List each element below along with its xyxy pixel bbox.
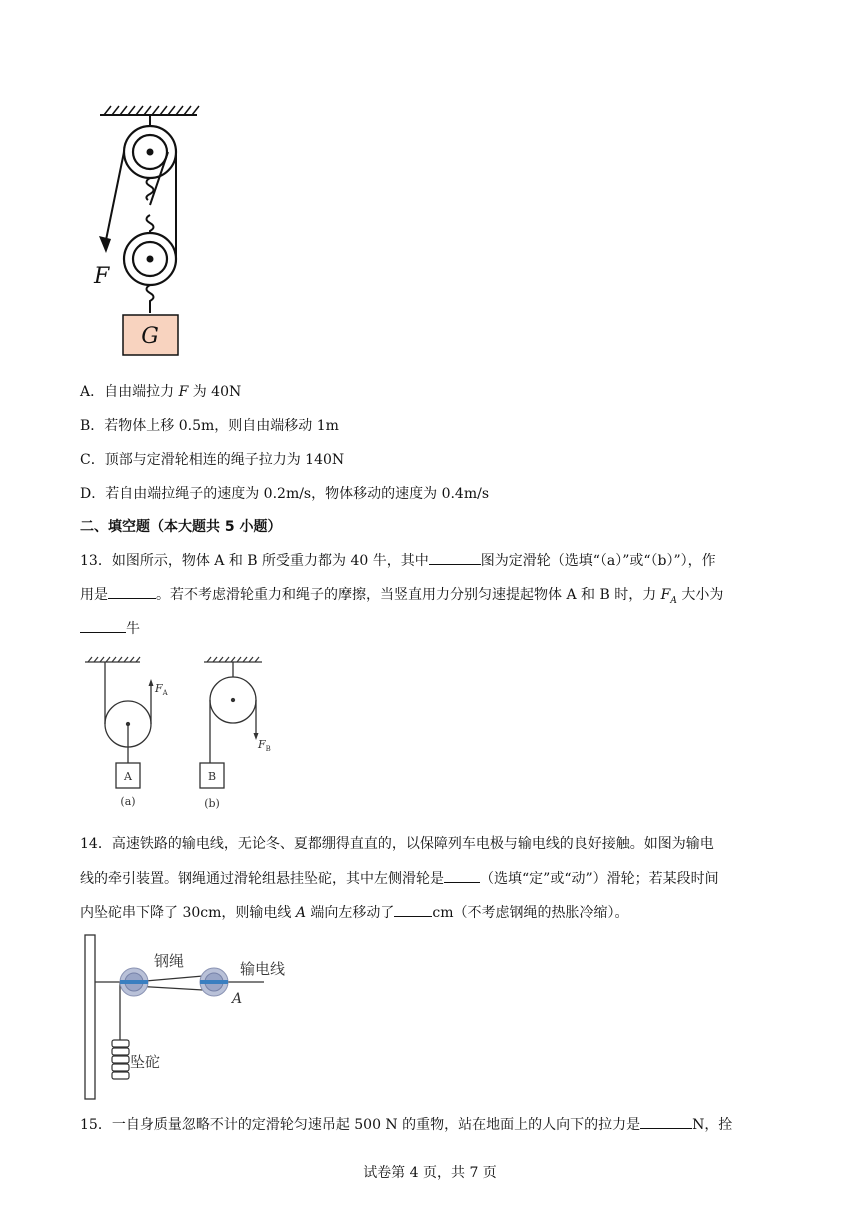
option-d: D．若自由端拉绳子的速度为 0.2m/s，物体移动的速度为 0.4m/s — [80, 486, 490, 502]
fb-label: $F_B$ — [258, 738, 271, 753]
q13-blank-2[interactable] — [108, 584, 156, 599]
force-label: F — [94, 264, 110, 289]
pole — [85, 935, 95, 1099]
page-footer: 试卷第 4 页，共 7 页 — [363, 1165, 497, 1181]
q13-line-3: 牛 — [80, 618, 140, 639]
pulley-system-figure — [80, 95, 210, 360]
option-c: C．顶部与定滑轮相连的绳子拉力为 140N — [80, 452, 345, 468]
q14-line-2: 线的牵引装置。钢绳通过滑轮组悬挂坠砣，其中左侧滑轮是 （选填“定”或“动”）滑轮；若某段时间 — [80, 868, 719, 889]
left-pulley — [120, 968, 148, 996]
q13-blank-3[interactable] — [80, 618, 126, 633]
svg-text:A: A — [124, 770, 132, 783]
svg-text:坠砣: 坠砣 — [130, 1053, 161, 1071]
q14-line-3: 内坠砣串下降了 30cm，则输电线 A 端向左移动了 cm（不考虑钢绳的热胀冷缩）。 — [80, 902, 629, 923]
fa-label: $F_A$ — [155, 682, 168, 697]
q13-blank-1[interactable] — [429, 550, 481, 565]
svg-text:输电线: 输电线 — [240, 960, 286, 978]
weight-stack — [112, 1040, 129, 1079]
q13-line-1: 13．如图所示，物体 A 和 B 所受重力都为 40 牛，其中 图为定滑轮（选填“（a）”或“（b）”），作 — [80, 550, 716, 571]
pulley-ab-figure — [80, 652, 280, 817]
q14-blank-1[interactable] — [444, 868, 480, 883]
section-title: 二、填空题（本大题共 5 小题） — [80, 519, 282, 535]
q14-blank-2[interactable] — [394, 902, 432, 917]
svg-text:钢绳: 钢绳 — [154, 952, 185, 970]
force-arrow — [99, 236, 111, 253]
right-pulley — [200, 968, 228, 996]
ceiling — [100, 106, 199, 115]
svg-text:(a): (a) — [120, 795, 136, 808]
svg-text:B: B — [207, 770, 217, 783]
svg-text:A: A — [232, 991, 243, 1007]
q15-line-1: 15．一自身质量忽略不计的定滑轮匀速吊起 500 N 的重物，站在地面上的人向下的拉力是 N，拴 — [80, 1114, 732, 1135]
q14-line-1: 14．高速铁路的输电线，无论冬、夏都绷得直直的，以保障列车电极与输电线的良好接触。如图为输电 — [80, 836, 714, 852]
option-b: B．若物体上移 0.5m，则自由端移动 1m — [80, 418, 339, 434]
option-a: A．自由端拉力 F 为 40N — [80, 384, 242, 400]
weight-label: G — [141, 324, 159, 349]
svg-text:(b): (b) — [204, 797, 220, 810]
traction-device-figure — [80, 932, 300, 1104]
q13-line-2: 用是 。若不考虑滑轮重力和绳子的摩擦，当竖直用力分别匀速提起物体 A 和 B 时，力 $F_A$ 大小为 — [80, 584, 723, 611]
q15-blank-1[interactable] — [640, 1114, 692, 1129]
